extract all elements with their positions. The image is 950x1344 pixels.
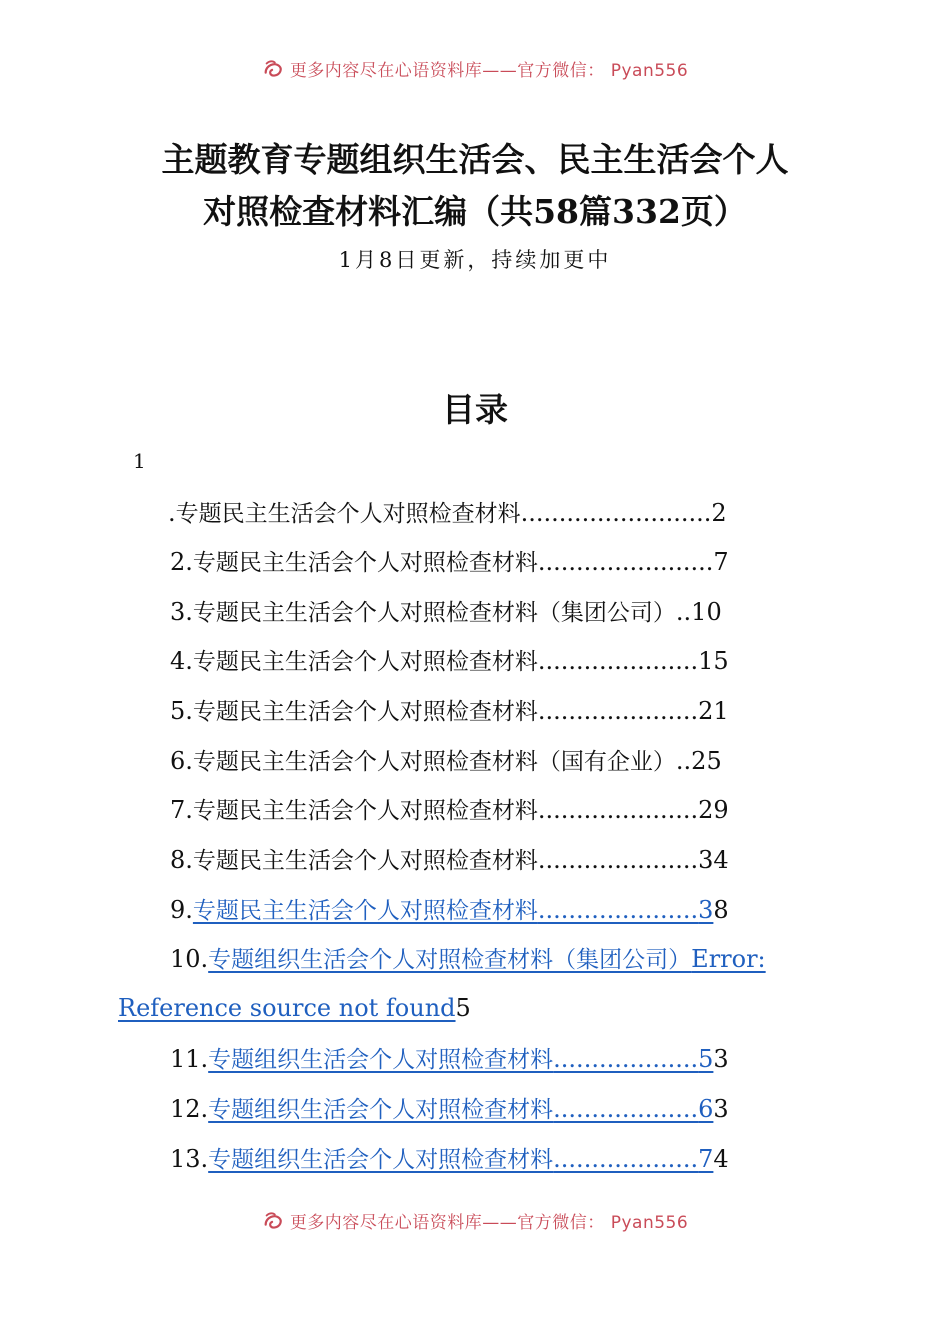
toc-leader-dots: ................... — [553, 1095, 699, 1123]
toc-entry-page: 2 — [711, 499, 727, 527]
watermark-text: 更多内容尽在心语资料库——官方微信： Pyan556 — [289, 61, 689, 81]
toc-entry-continuation — [0, 991, 950, 1025]
toc-entry — [0, 644, 950, 679]
toc-entry-link[interactable] — [208, 1045, 713, 1073]
toc-entry-number: . — [168, 499, 176, 527]
toc-entry-page-link: 6 — [698, 1095, 714, 1123]
toc-entry — [0, 793, 950, 828]
toc-entry-page-link: 5 — [698, 1045, 714, 1073]
toc-entry-title: 专题民主生活会个人对照检查材料 — [192, 798, 538, 824]
toc-entry-number: 5. — [170, 697, 193, 725]
swirl-logo-icon — [262, 1210, 284, 1232]
toc-entry-title: 专题民主生活会个人对照检查材料（国有企业） — [192, 749, 676, 775]
toc-entry-title: 专题民主生活会个人对照检查材料 — [192, 699, 538, 725]
toc-entry — [0, 1042, 950, 1077]
toc-entry-title: 专题组织生活会个人对照检查材料（集团公司） — [208, 947, 692, 973]
toc-entry-page-tail: 5 — [455, 994, 471, 1022]
toc-entry-number: 11. — [170, 1045, 209, 1073]
toc-entry-number: 4. — [170, 647, 193, 675]
toc-entry — [0, 893, 950, 928]
toc-entry-link[interactable] — [208, 1095, 713, 1123]
toc-stray-number: 1 — [133, 449, 146, 473]
toc-error-text-continued: Reference source not found — [118, 994, 456, 1022]
toc-leader-dots: .. — [675, 598, 692, 626]
toc-leader-dots: ....................... — [537, 548, 714, 576]
toc-entry-page: 34 — [698, 846, 729, 874]
toc-entry — [0, 545, 950, 580]
document-title-line-2: 对照检查材料汇编（共58篇332页） — [203, 192, 747, 231]
toc-leader-dots: .. — [675, 747, 692, 775]
toc-entry-title: 专题民主生活会个人对照检查材料 — [192, 649, 538, 675]
watermark-footer — [0, 1208, 950, 1238]
toc-entry-page-tail: 8 — [713, 896, 729, 924]
toc-entry — [0, 1142, 950, 1177]
toc-entry-page: 10 — [691, 598, 722, 626]
toc-leader-dots: ..................... — [537, 647, 699, 675]
toc-entry-number: 6. — [170, 747, 193, 775]
watermark-text: 更多内容尽在心语资料库——官方微信： Pyan556 — [289, 1213, 689, 1233]
toc-entry — [0, 595, 950, 630]
toc-entry-page: 21 — [698, 697, 729, 725]
toc-entry-page: 7 — [713, 548, 729, 576]
toc-entry-link-continued[interactable] — [118, 994, 456, 1022]
toc-entry-page: 15 — [698, 647, 729, 675]
toc-leader-dots: ..................... — [537, 697, 699, 725]
toc-entry-page: 29 — [698, 796, 729, 824]
toc-entry-page-tail: 4 — [713, 1145, 729, 1173]
toc-entry-number: 3. — [170, 598, 193, 626]
toc-entry-title: 专题民主生活会个人对照检查材料（集团公司） — [192, 600, 676, 626]
toc-leader-dots: ..................... — [537, 796, 699, 824]
toc-entry-title: 专题民主生活会个人对照检查材料 — [192, 848, 538, 874]
toc-entry — [0, 744, 950, 779]
toc-leader-dots: ..................... — [537, 896, 699, 924]
toc-entry-number: 2. — [170, 548, 193, 576]
toc-entry — [0, 496, 950, 531]
toc-entry — [0, 843, 950, 878]
toc-leader-dots: ................... — [553, 1145, 699, 1173]
toc-leader-dots: ......................... — [520, 499, 712, 527]
watermark-header — [0, 56, 950, 86]
toc-entry-title: 专题组织生活会个人对照检查材料 — [208, 1097, 554, 1123]
toc-entry-title: 专题组织生活会个人对照检查材料 — [208, 1047, 554, 1073]
update-note: 1月8日更新，持续加更中 — [338, 248, 612, 272]
toc-entry-number: 13. — [170, 1145, 209, 1173]
toc-leader-dots: ..................... — [537, 846, 699, 874]
toc-entry-number: 9. — [170, 896, 193, 924]
toc-entry-number: 10. — [170, 945, 209, 973]
toc-entry — [0, 1092, 950, 1127]
toc-entry — [0, 694, 950, 729]
toc-entry-page-link: 3 — [698, 896, 714, 924]
toc-entry-link[interactable] — [208, 1145, 713, 1173]
toc-leader-dots: ................... — [553, 1045, 699, 1073]
toc-entry-title: 专题组织生活会个人对照检查材料 — [208, 1147, 554, 1173]
toc-entry-title: 专题民主生活会个人对照检查材料 — [192, 898, 538, 924]
toc-entry-number: 8. — [170, 846, 193, 874]
toc-entry-page-tail: 3 — [713, 1095, 729, 1123]
toc-entry-number: 12. — [170, 1095, 209, 1123]
toc-entry-page: 25 — [691, 747, 722, 775]
toc-entry-number: 7. — [170, 796, 193, 824]
toc-entry-page-link: 7 — [698, 1145, 714, 1173]
toc-entry-title: 专题民主生活会个人对照检查材料 — [175, 501, 521, 527]
toc-entry — [0, 942, 950, 977]
toc-entry-link[interactable] — [208, 945, 765, 973]
toc-error-text: Error: — [691, 945, 766, 973]
toc-heading: 目录 — [442, 390, 508, 429]
swirl-logo-icon — [262, 58, 284, 80]
toc-entry-page-tail: 3 — [713, 1045, 729, 1073]
toc-entry-link[interactable] — [193, 896, 714, 924]
document-title-line-1: 主题教育专题组织生活会、民主生活会个人 — [161, 140, 789, 179]
toc-entry-title: 专题民主生活会个人对照检查材料 — [192, 550, 538, 576]
